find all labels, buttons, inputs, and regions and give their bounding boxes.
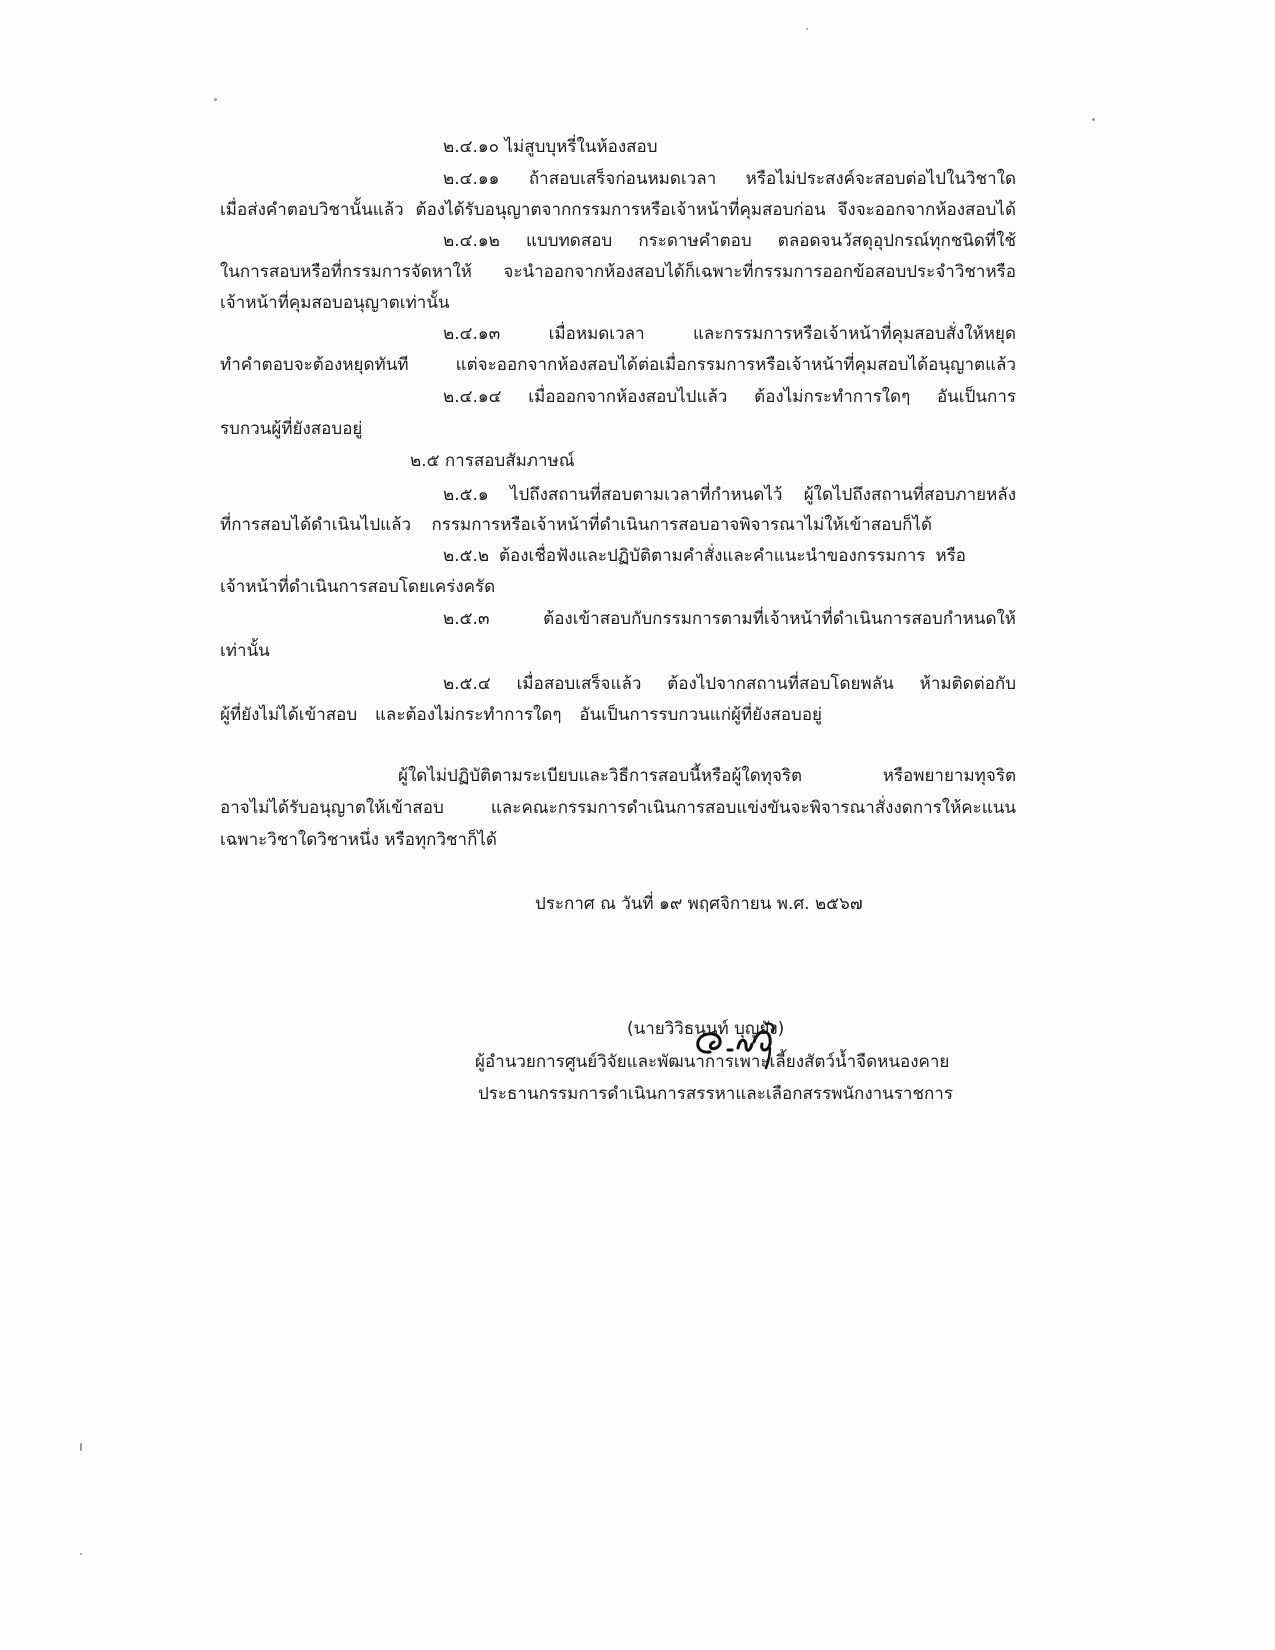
clause-2-5-1: ๒.๕.๑ ไปถึงสถานที่สอบตามเวลาที่กำหนดไว้ ผู้ใดไปถึงสถานที่สอบภายหลัง	[443, 485, 1016, 505]
clause-2-4-14: ๒.๔.๑๔ เมื่อออกจากห้องสอบไปแล้ว ต้องไม่กระทำการใดๆ อันเป็นการ	[443, 387, 1016, 407]
section-2-5-heading: ๒.๕ การสอบสัมภาษณ์	[410, 451, 575, 471]
clause-2-5-2-cont: เจ้าหน้าที่ดำเนินการสอบโดยเคร่งครัด	[220, 577, 496, 597]
clause-2-5-2: ๒.๕.๒ ต้องเชื่อฟังและปฏิบัติตามคำสั่งและคำแนะนำของกรรมการ หรือ	[443, 546, 966, 566]
scan-speck	[80, 1443, 82, 1451]
clause-2-5-3: ๒.๕.๓ ต้องเข้าสอบกับกรรมการตามที่เจ้าหน้าที่ดำเนินการสอบกำหนดให้	[443, 609, 1016, 629]
clause-2-4-13: ๒.๔.๑๓ เมื่อหมดเวลา และกรรมการหรือเจ้าหน้าที่คุมสอบสั่งให้หยุด	[443, 324, 1016, 344]
clause-2-4-12-cont: ในการสอบหรือที่กรรมการจัดหาให้ จะนำออกจากห้องสอบได้ก็เฉพาะที่กรรมการออกข้อสอบประจำวิชาหรือ	[220, 262, 1016, 282]
clause-2-4-12: ๒.๔.๑๒ แบบทดสอบ กระดาษคำตอบ ตลอดจนวัสดุอุปกรณ์ทุกชนิดที่ใช้	[443, 231, 1016, 251]
clause-2-5-1-cont: ที่การสอบได้ดำเนินไปแล้ว กรรมการหรือเจ้าหน้าที่ดำเนินการสอบอาจพิจารณาไม่ให้เข้าสอบก็ได้	[220, 515, 932, 535]
scan-speck	[1092, 118, 1095, 121]
clause-2-4-13-cont: ทำคำตอบจะต้องหยุดทันที แต่จะออกจากห้องสอบได้ต่อเมื่อกรรมการหรือเจ้าหน้าที่คุมสอบได้อนุญาตแล้ว	[220, 355, 1016, 375]
penalty-paragraph: ผู้ใดไม่ปฏิบัติตามระเบียบและวิธีการสอบนี้หรือผู้ใดทุจริต หรือพยายามทุจริต	[398, 766, 1016, 786]
clause-2-4-11-cont: เมื่อส่งคำตอบวิชานั้นแล้ว ต้องได้รับอนุญาตจากกรรมการหรือเจ้าหน้าที่คุมสอบก่อน จึงจะออกจากห้องสอบได้	[220, 200, 1016, 220]
scan-speck	[806, 28, 808, 30]
clause-2-5-4-cont: ผู้ที่ยังไม่ได้เข้าสอบ และต้องไม่กระทำการใดๆ อันเป็นการรบกวนแก่ผู้ที่ยังสอบอยู่	[220, 705, 822, 725]
scan-speck	[214, 98, 217, 101]
clause-2-4-12-end: เจ้าหน้าที่คุมสอบอนุญาตเท่านั้น	[220, 293, 450, 313]
clause-2-4-10: ๒.๔.๑๐ ไม่สูบบุหรี่ในห้องสอบ	[443, 137, 658, 157]
signatory-position-chairman: ประธานกรรมการดำเนินการสรรหาและเลือกสรรพนักงานราชการ	[478, 1084, 953, 1104]
clause-2-5-3-cont: เท่านั้น	[220, 641, 270, 661]
clause-2-4-11: ๒.๔.๑๑ ถ้าสอบเสร็จก่อนหมดเวลา หรือไม่ประสงค์จะสอบต่อไปในวิชาใด	[443, 169, 1016, 189]
signatory-name: (นายวิวิธนนท์ บุญยัง)	[627, 1019, 785, 1039]
signatory-position-director: ผู้อำนวยการศูนย์วิจัยและพัฒนาการเพาะเลี้ยงสัตว์น้ำจืดหนองคาย	[475, 1052, 950, 1072]
clause-2-5-4: ๒.๕.๔ เมื่อสอบเสร็จแล้ว ต้องไปจากสถานที่สอบโดยพลัน ห้ามติดต่อกับ	[443, 674, 1016, 694]
announcement-date: ประกาศ ณ วันที่ ๑๙ พฤศจิกายน พ.ศ. ๒๕๖๗	[535, 894, 863, 914]
clause-2-4-14-cont: รบกวนผู้ที่ยังสอบอยู่	[220, 419, 363, 439]
scan-speck	[80, 1553, 82, 1555]
penalty-paragraph-cont: อาจไม่ได้รับอนุญาตให้เข้าสอบ และคณะกรรมการดำเนินการสอบแข่งขันจะพิจารณาสั่งงดการให้คะแนน	[220, 798, 1016, 818]
penalty-paragraph-end: เฉพาะวิชาใดวิชาหนึ่ง หรือทุกวิชาก็ได้	[220, 830, 497, 850]
